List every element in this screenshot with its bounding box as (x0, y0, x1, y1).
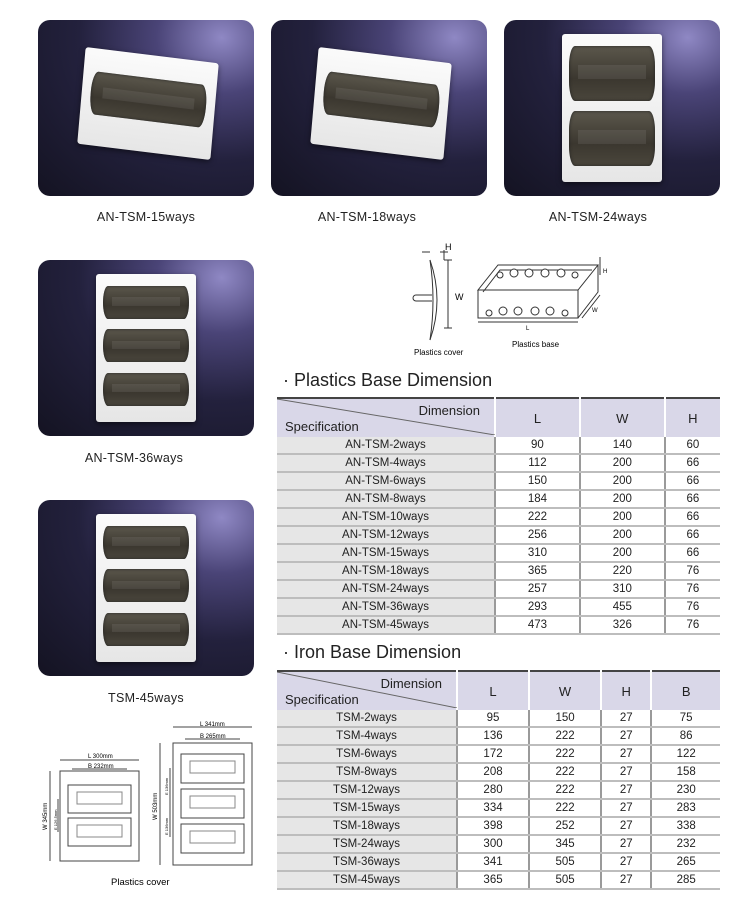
value-cell: 66 (665, 490, 720, 508)
product-caption: AN-TSM-18ways (317, 210, 417, 224)
column-header-b: B (651, 671, 720, 710)
table-row (277, 727, 720, 745)
value-cell: 27 (601, 871, 651, 889)
transparent-cover-window (103, 329, 188, 362)
value-cell: 66 (665, 544, 720, 562)
h-label: H (603, 269, 608, 275)
value-cell: 455 (580, 598, 665, 616)
value-cell: 66 (665, 472, 720, 490)
table-row (277, 871, 720, 889)
spec-cell: AN-TSM-18ways (277, 562, 495, 580)
small-e-label: E 126.5mm (53, 809, 58, 830)
spec-cell: TSM-12ways (277, 781, 457, 799)
plastics-base-label: Plastics base (512, 340, 560, 349)
large-e1-label: E 136mm (164, 777, 169, 795)
value-cell: 140 (580, 437, 665, 454)
transparent-cover-window (89, 71, 207, 127)
small-b-label: B 232mm (88, 764, 114, 770)
value-cell: 76 (665, 598, 720, 616)
plastics-cover-dimension-diagram (0, 710, 270, 905)
spec-cell: AN-TSM-10ways (277, 508, 495, 526)
product-caption: AN-TSM-36ways (84, 451, 184, 465)
product-caption: AN-TSM-24ways (548, 210, 648, 224)
enclosure-panel (96, 274, 195, 422)
value-cell: 222 (529, 781, 601, 799)
value-cell: 200 (580, 508, 665, 526)
table-row (277, 781, 720, 799)
w-label: W (455, 292, 464, 302)
product-caption: AN-TSM-15ways (96, 210, 196, 224)
value-cell: 230 (651, 781, 720, 799)
table-row (277, 745, 720, 763)
spec-cell: AN-TSM-8ways (277, 490, 495, 508)
value-cell: 257 (495, 580, 580, 598)
value-cell: 150 (529, 710, 601, 727)
table-row (277, 437, 720, 454)
product-photo-45ways (38, 500, 254, 676)
table-row (277, 799, 720, 817)
table-row (277, 763, 720, 781)
table-row (277, 544, 720, 562)
value-cell: 66 (665, 526, 720, 544)
product-photo-24ways (504, 20, 720, 196)
spec-cell: TSM-36ways (277, 853, 457, 871)
spec-cell: TSM-18ways (277, 817, 457, 835)
column-header-w: W (580, 398, 665, 437)
value-cell: 200 (580, 454, 665, 472)
value-cell: 200 (580, 526, 665, 544)
spec-cell: AN-TSM-12ways (277, 526, 495, 544)
iron-base-table (277, 670, 720, 890)
value-cell: 398 (457, 817, 529, 835)
plastics-base-table (277, 397, 720, 635)
dimension-label: Dimension (418, 403, 480, 418)
table-row (277, 580, 720, 598)
corner-header (277, 671, 457, 710)
cover-base-diagram (400, 240, 620, 360)
value-cell: 326 (580, 616, 665, 634)
value-cell: 252 (529, 817, 601, 835)
table-row (277, 454, 720, 472)
corner-header (277, 398, 495, 437)
transparent-cover-window (569, 46, 654, 101)
value-cell: 27 (601, 710, 651, 727)
value-cell: 27 (601, 763, 651, 781)
value-cell: 473 (495, 616, 580, 634)
value-cell: 172 (457, 745, 529, 763)
plastics-base-heading: · Plastics Base Dimension (283, 370, 493, 390)
value-cell: 76 (665, 616, 720, 634)
value-cell: 136 (457, 727, 529, 745)
column-header-l: L (495, 398, 580, 437)
table-row (277, 835, 720, 853)
spec-cell: TSM-45ways (277, 871, 457, 889)
value-cell: 334 (457, 799, 529, 817)
value-cell: 27 (601, 727, 651, 745)
transparent-cover-window (103, 526, 188, 559)
w-label: W (592, 308, 598, 314)
value-cell: 220 (580, 562, 665, 580)
value-cell: 222 (495, 508, 580, 526)
product-photo-18ways (271, 20, 487, 196)
spec-cell: AN-TSM-6ways (277, 472, 495, 490)
value-cell: 283 (651, 799, 720, 817)
spec-cell: TSM-15ways (277, 799, 457, 817)
iron-base-heading: · Iron Base Dimension (283, 642, 462, 662)
plastics-cover-label: Plastics cover (414, 348, 464, 357)
transparent-cover-window (103, 286, 188, 319)
spec-cell: TSM-4ways (277, 727, 457, 745)
transparent-cover-window (103, 569, 188, 602)
value-cell: 285 (651, 871, 720, 889)
value-cell: 505 (529, 871, 601, 889)
column-header-h: H (665, 398, 720, 437)
spec-cell: AN-TSM-24ways (277, 580, 495, 598)
value-cell: 341 (457, 853, 529, 871)
transparent-cover-window (103, 613, 188, 646)
value-cell: 505 (529, 853, 601, 871)
value-cell: 158 (651, 763, 720, 781)
table-row (277, 598, 720, 616)
table-row (277, 616, 720, 634)
h-label: H (445, 242, 452, 252)
transparent-cover-window (103, 373, 188, 406)
value-cell: 338 (651, 817, 720, 835)
value-cell: 300 (457, 835, 529, 853)
spec-cell: AN-TSM-45ways (277, 616, 495, 634)
value-cell: 200 (580, 544, 665, 562)
spec-cell: AN-TSM-15ways (277, 544, 495, 562)
column-header-h: H (601, 671, 651, 710)
value-cell: 75 (651, 710, 720, 727)
large-b-label: B 265mm (200, 734, 226, 740)
dimension-label: Dimension (380, 676, 442, 691)
large-l-label: L 341mm (200, 722, 225, 728)
value-cell: 122 (651, 745, 720, 763)
value-cell: 232 (651, 835, 720, 853)
transparent-cover-window (569, 111, 654, 166)
small-l-label: L 300mm (88, 754, 113, 760)
value-cell: 27 (601, 853, 651, 871)
spec-cell: AN-TSM-4ways (277, 454, 495, 472)
table-row (277, 472, 720, 490)
value-cell: 86 (651, 727, 720, 745)
product-caption: TSM-45ways (108, 691, 184, 705)
value-cell: 95 (457, 710, 529, 727)
value-cell: 310 (580, 580, 665, 598)
table-row (277, 526, 720, 544)
spec-cell: AN-TSM-2ways (277, 437, 495, 454)
transparent-cover-window (322, 71, 440, 127)
value-cell: 60 (665, 437, 720, 454)
specification-label: Specification (285, 692, 359, 707)
plastics-cover-caption: Plastics cover (111, 877, 170, 888)
table-row (277, 710, 720, 727)
value-cell: 66 (665, 454, 720, 472)
value-cell: 66 (665, 508, 720, 526)
spec-cell: TSM-24ways (277, 835, 457, 853)
value-cell: 256 (495, 526, 580, 544)
table-row (277, 817, 720, 835)
value-cell: 76 (665, 562, 720, 580)
value-cell: 27 (601, 799, 651, 817)
l-label: L (526, 326, 530, 332)
value-cell: 200 (580, 472, 665, 490)
value-cell: 90 (495, 437, 580, 454)
value-cell: 27 (601, 781, 651, 799)
value-cell: 345 (529, 835, 601, 853)
value-cell: 280 (457, 781, 529, 799)
value-cell: 208 (457, 763, 529, 781)
value-cell: 222 (529, 763, 601, 781)
value-cell: 150 (495, 472, 580, 490)
enclosure-panel (96, 514, 195, 662)
large-e2-label: E 136mm (164, 817, 169, 835)
value-cell: 200 (580, 490, 665, 508)
table-row (277, 562, 720, 580)
value-cell: 27 (601, 745, 651, 763)
spec-cell: AN-TSM-36ways (277, 598, 495, 616)
enclosure-panel (77, 47, 218, 160)
small-w-label: W 345mm (43, 802, 49, 830)
value-cell: 27 (601, 835, 651, 853)
spec-cell: TSM-2ways (277, 710, 457, 727)
large-w-label: W 503mm (153, 792, 159, 820)
value-cell: 293 (495, 598, 580, 616)
column-header-l: L (457, 671, 529, 710)
value-cell: 310 (495, 544, 580, 562)
table-row (277, 490, 720, 508)
value-cell: 27 (601, 817, 651, 835)
enclosure-panel (310, 47, 451, 160)
table-row (277, 508, 720, 526)
product-photo-36ways (38, 260, 254, 436)
spec-cell: TSM-8ways (277, 763, 457, 781)
column-header-w: W (529, 671, 601, 710)
enclosure-panel (562, 34, 661, 182)
value-cell: 222 (529, 799, 601, 817)
table-row (277, 853, 720, 871)
value-cell: 222 (529, 727, 601, 745)
spec-cell: TSM-6ways (277, 745, 457, 763)
product-photo-15ways (38, 20, 254, 196)
value-cell: 222 (529, 745, 601, 763)
value-cell: 184 (495, 490, 580, 508)
value-cell: 76 (665, 580, 720, 598)
value-cell: 265 (651, 853, 720, 871)
value-cell: 365 (495, 562, 580, 580)
value-cell: 365 (457, 871, 529, 889)
value-cell: 112 (495, 454, 580, 472)
specification-label: Specification (285, 419, 359, 434)
